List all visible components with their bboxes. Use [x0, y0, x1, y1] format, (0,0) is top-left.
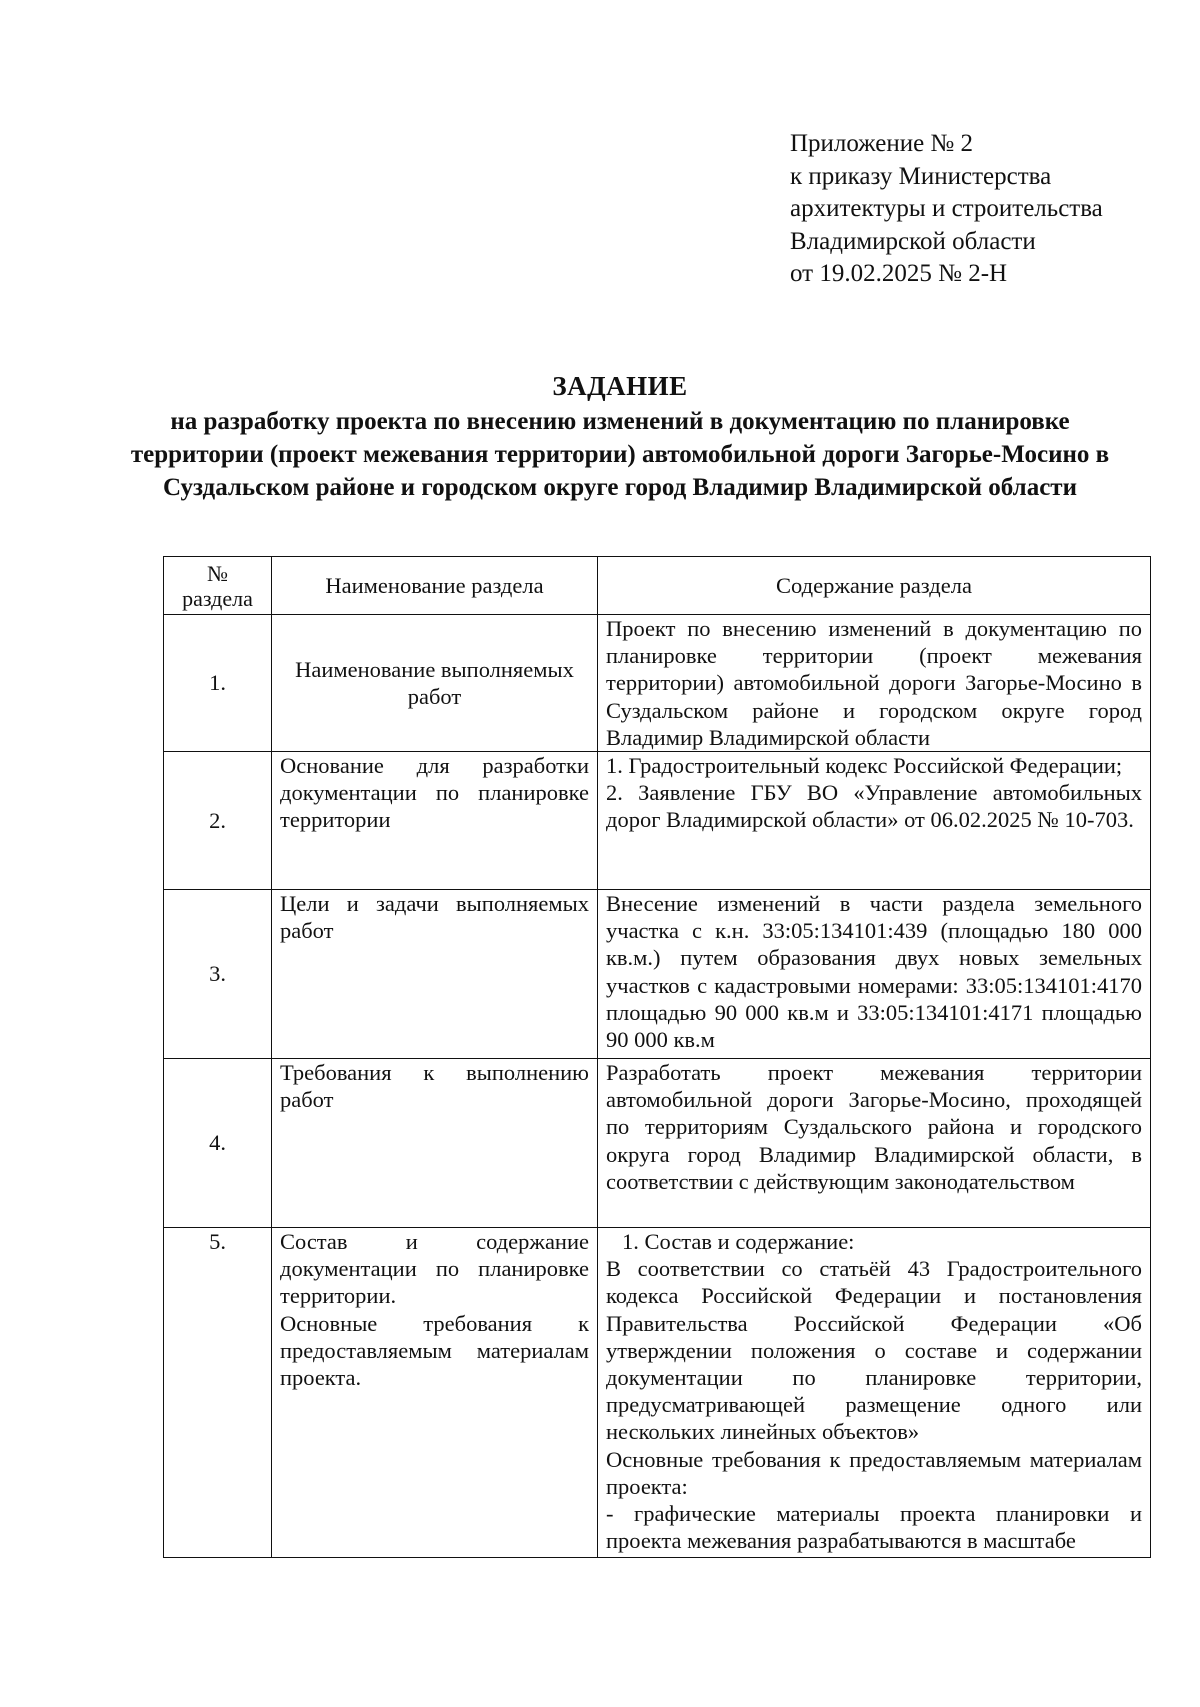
annex-block — [790, 128, 1103, 291]
table-row — [164, 1059, 1151, 1228]
table-row — [164, 752, 1151, 890]
name-line: Основные требования к предоставляемым материалам проекта. — [280, 1310, 589, 1391]
header-section-number — [164, 557, 272, 615]
title-main: ЗАДАНИЕ — [552, 371, 688, 401]
annex-line: Приложение № 2 — [790, 130, 974, 157]
row-content: Внесение изменений в части раздела земельного участка с к.н. 33:05:134101:439 (площадью 180 000 кв.м.) путем образования двух новых земельных участков с кадастровыми номерами: 33:05:134101:4170 площадью 90 000 кв.м и 33:05:134101:4171 площадью 90 000 кв.м — [598, 890, 1151, 1059]
row-name: Требования к выполнению работ — [272, 1059, 598, 1228]
content-line: - графические материалы проекта планировки и проекта межевания разрабатываются в масштабе — [606, 1501, 1142, 1554]
row-number: 2. — [164, 752, 272, 890]
row-number: 3. — [164, 890, 272, 1059]
table-row — [164, 890, 1151, 1059]
table-header-row — [164, 557, 1151, 615]
row-number: 5. — [164, 1228, 272, 1558]
row-name: Наименование выполняемых работ — [272, 615, 598, 752]
header-section-name: Наименование раздела — [272, 557, 598, 615]
content-line: В соответствии со статьёй 43 Градостроительного кодекса Российской Федерации и постановления Правительства Российской Федерации «Об утверждении положения о составе и содержании документации по планировке территории, предусматривающей размещение одного или нескольких линейных объектов» — [606, 1256, 1142, 1445]
content-line: 2. Заявление ГБУ ВО «Управление автомобильных дорог Владимирской области» от 06.02.2025 № 10-703. — [606, 780, 1142, 833]
table-row — [164, 615, 1151, 752]
row-content: Разработать проект межевания территории автомобильной дороги Загорье-Мосино, проходящей по территориям Суздальского района и городского округа город Владимир Владимирской области, в соответствии с действующим законодательством — [598, 1059, 1151, 1228]
annex-line: к приказу Министерства — [790, 162, 1052, 190]
task-table — [163, 556, 1151, 1558]
annex-line: от 19.02.2025 № 2-Н — [790, 260, 1008, 287]
header-section-content: Содержание раздела — [598, 557, 1151, 615]
row-content: Проект по внесению изменений в документацию по планировке территории (проект межевания территории) автомобильной дороги Загорье-Мосино в Суздальском районе и городском округе город Владимир Владимирской области — [598, 615, 1151, 752]
content-line: 1. Состав и содержание: — [622, 1229, 855, 1255]
row-number: 4. — [164, 1059, 272, 1228]
content-line: Основные требования к предоставляемым материалам проекта: — [606, 1446, 1142, 1499]
header-num-label: раздела — [182, 585, 253, 611]
row-name — [272, 1228, 598, 1558]
document-title — [120, 370, 1120, 504]
header-num-symbol: № — [207, 560, 228, 586]
title-subtitle: на разработку проекта по внесению изменений в документацию по планировке территории (проект межевания территории) автомобильной дороги Загорье-Мосино в Суздальском районе и городском округе город Владимир Владимирской области — [130, 408, 1110, 501]
table-row — [164, 1228, 1151, 1558]
row-number: 1. — [164, 615, 272, 752]
annex-line: архитектуры и строительства — [790, 195, 1103, 222]
row-name: Основание для разработки документации по планировке территории — [272, 752, 598, 890]
row-name: Цели и задачи выполняемых работ — [272, 890, 598, 1059]
annex-line: Владимирской области — [790, 227, 1036, 255]
row-content — [598, 752, 1151, 890]
content-line: 1. Градостроительный кодекс Российской Федерации; — [606, 753, 1123, 779]
row-content — [598, 1228, 1151, 1558]
name-line: Состав и содержание документации по планировке территории. — [280, 1229, 589, 1309]
